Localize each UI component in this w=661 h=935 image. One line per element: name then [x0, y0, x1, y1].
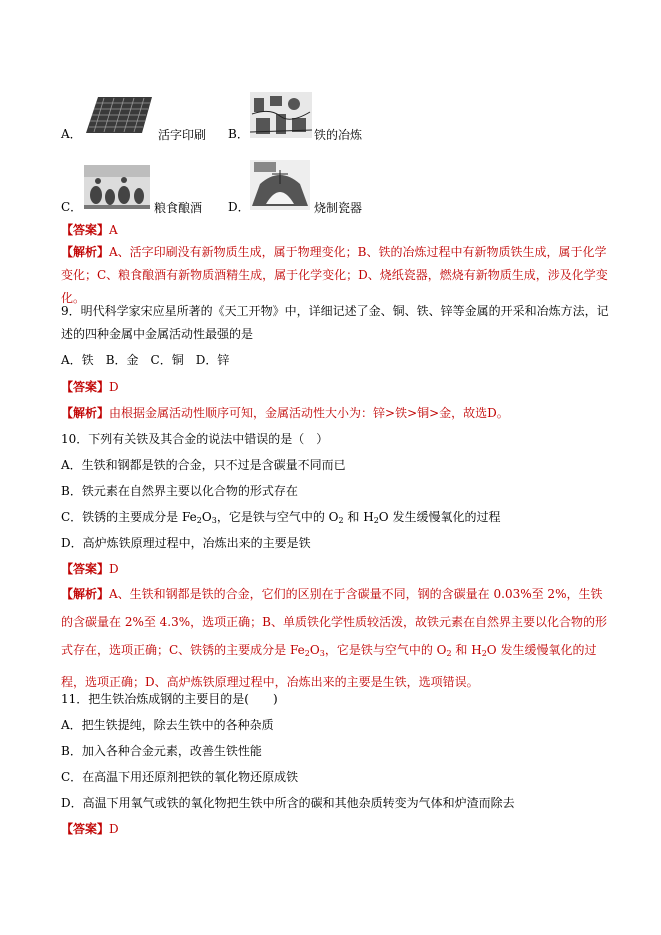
- movable-type-printing-image: [84, 95, 154, 135]
- q9-option-d: D．锌: [195, 353, 230, 367]
- q11-option-a: A．把生铁提纯，除去生铁中的各种杂质: [61, 718, 274, 732]
- analysis-text: A、活字印刷没有新物质生成，属于物理变化；B、铁的冶炼过程中有新物质铁生成，属于化学变化；C、粮食酿酒有新物质酒精生成，属于化学变化；D、烧纸瓷器，燃烧有新物质生成，涉及化学变化。: [61, 245, 608, 305]
- q8-option-c-text: 粮食酿酒: [154, 201, 203, 215]
- question-number: 11．: [61, 692, 89, 706]
- answer-value: D: [109, 380, 119, 394]
- q9-answer: [61, 379, 119, 395]
- option-c-text-1: C．铁锈的主要成分是: [61, 510, 182, 524]
- porcelain-firing-image: [250, 160, 310, 210]
- fe2o3-formula: $Fe_2O_3$: [182, 510, 217, 525]
- q8-option-d-letter: D．: [228, 200, 250, 214]
- q9-option-a: A．铁: [61, 353, 94, 367]
- q11-option-d: D．高温下用氧气或铁的氧化物把生铁中所含的碳和其他杂质转变为气体和炉渣而除去: [61, 796, 515, 810]
- answer-tag: 【答案】: [61, 380, 110, 394]
- q9-option-b: B．金: [105, 353, 139, 367]
- answer-tag: 【答案】: [61, 562, 110, 576]
- answer-tag: 【答案】: [61, 822, 110, 836]
- answer-value: D: [109, 822, 119, 836]
- option-c-text-2: ，它是铁与空气中的: [216, 510, 329, 524]
- q10-answer: [61, 561, 119, 577]
- q11-answer: [61, 821, 119, 837]
- question-text: 把生铁冶炼成钢的主要目的是( ): [88, 692, 278, 706]
- analysis-text-1: A、生铁和钢都是铁的合金，它们的区别在于含碳量不同，钢的含碳量在 0.03%至 2%，生铁的含碳量在 2%至 4.3%，选项正确；B、单质铁化学性质较活泼，故铁元素在自然界主要以化合物的形式存在，选项正确；C、铁锈的主要成分是: [61, 587, 607, 657]
- analysis-text-2: ，它是铁与空气中的: [324, 643, 437, 657]
- option-c-text-4: 发生缓慢氧化的过程: [388, 510, 501, 524]
- answer-value: D: [109, 562, 119, 576]
- grain-brewing-image: [84, 165, 150, 209]
- q8-option-c-letter: C．: [61, 200, 83, 214]
- analysis-text: 由根据金属活动性顺序可知，金属活动性大小为：锌>铁>铜>金，故选D。: [109, 406, 509, 420]
- analysis-tag: 【解析】: [61, 245, 110, 259]
- q8-option-b-letter: B．: [228, 127, 249, 141]
- question-text: 明代科学家宋应星所著的《天工开物》中，详细记述了金、铜、铁、锌等金属的开采和冶炼方法，记述的四种金属中金属活动性最强的是: [61, 304, 609, 341]
- q11-option-c: C．在高温下用还原剂把铁的氧化物还原成铁: [61, 770, 299, 784]
- q10-option-b: B．铁元素在自然界主要以化合物的形式存在: [61, 484, 298, 498]
- q8-option-a-letter: A．: [61, 127, 82, 141]
- analysis-tag: 【解析】: [61, 406, 110, 420]
- option-c-text-3: 和: [343, 510, 364, 524]
- q8-option-d-text: 烧制瓷器: [314, 201, 363, 215]
- answer-value: A: [109, 223, 118, 237]
- fe2o3-formula: $Fe_2O_3$: [290, 643, 325, 658]
- q11-option-b: B．加入各种合金元素，改善生铁性能: [61, 744, 262, 758]
- h2o-formula: $H_2O$: [363, 510, 389, 525]
- question-number: 10．: [61, 432, 89, 446]
- analysis-tag: 【解析】: [61, 587, 110, 601]
- q10-option-c: [61, 509, 500, 529]
- q11-stem: [61, 691, 278, 707]
- o2-formula: $O_2$: [328, 510, 344, 525]
- q8-option-b-text: 铁的冶炼: [314, 128, 363, 142]
- question-number: 9．: [61, 304, 81, 318]
- q9-options: [61, 352, 229, 368]
- q9-analysis: [61, 405, 509, 421]
- answer-tag: 【答案】: [61, 223, 110, 237]
- analysis-text-3: 和: [451, 643, 472, 657]
- q8-answer: [61, 222, 118, 238]
- iron-smelting-image: [250, 92, 312, 138]
- q8-option-a-text: 活字印刷: [158, 128, 207, 142]
- q9-stem: [61, 300, 613, 346]
- h2o-formula: $H_2O$: [471, 643, 497, 658]
- q9-option-c: C．铜: [150, 353, 184, 367]
- analysis-text-4: 发生缓慢氧化的过程，选项正确；D、高炉炼铁原理过程中，冶炼出来的主要是生铁，选项错误。: [61, 643, 597, 689]
- o2-formula: $O_2$: [436, 643, 452, 658]
- q10-option-a: A．生铁和钢都是铁的合金，只不过是含碳量不同而已: [61, 458, 346, 472]
- q10-analysis: [61, 580, 609, 696]
- question-text: 下列有关铁及其合金的说法中错误的是（ ）: [88, 432, 329, 446]
- q10-stem: [61, 431, 328, 447]
- q10-option-d: D．高炉炼铁原理过程中，冶炼出来的主要是铁: [61, 536, 311, 550]
